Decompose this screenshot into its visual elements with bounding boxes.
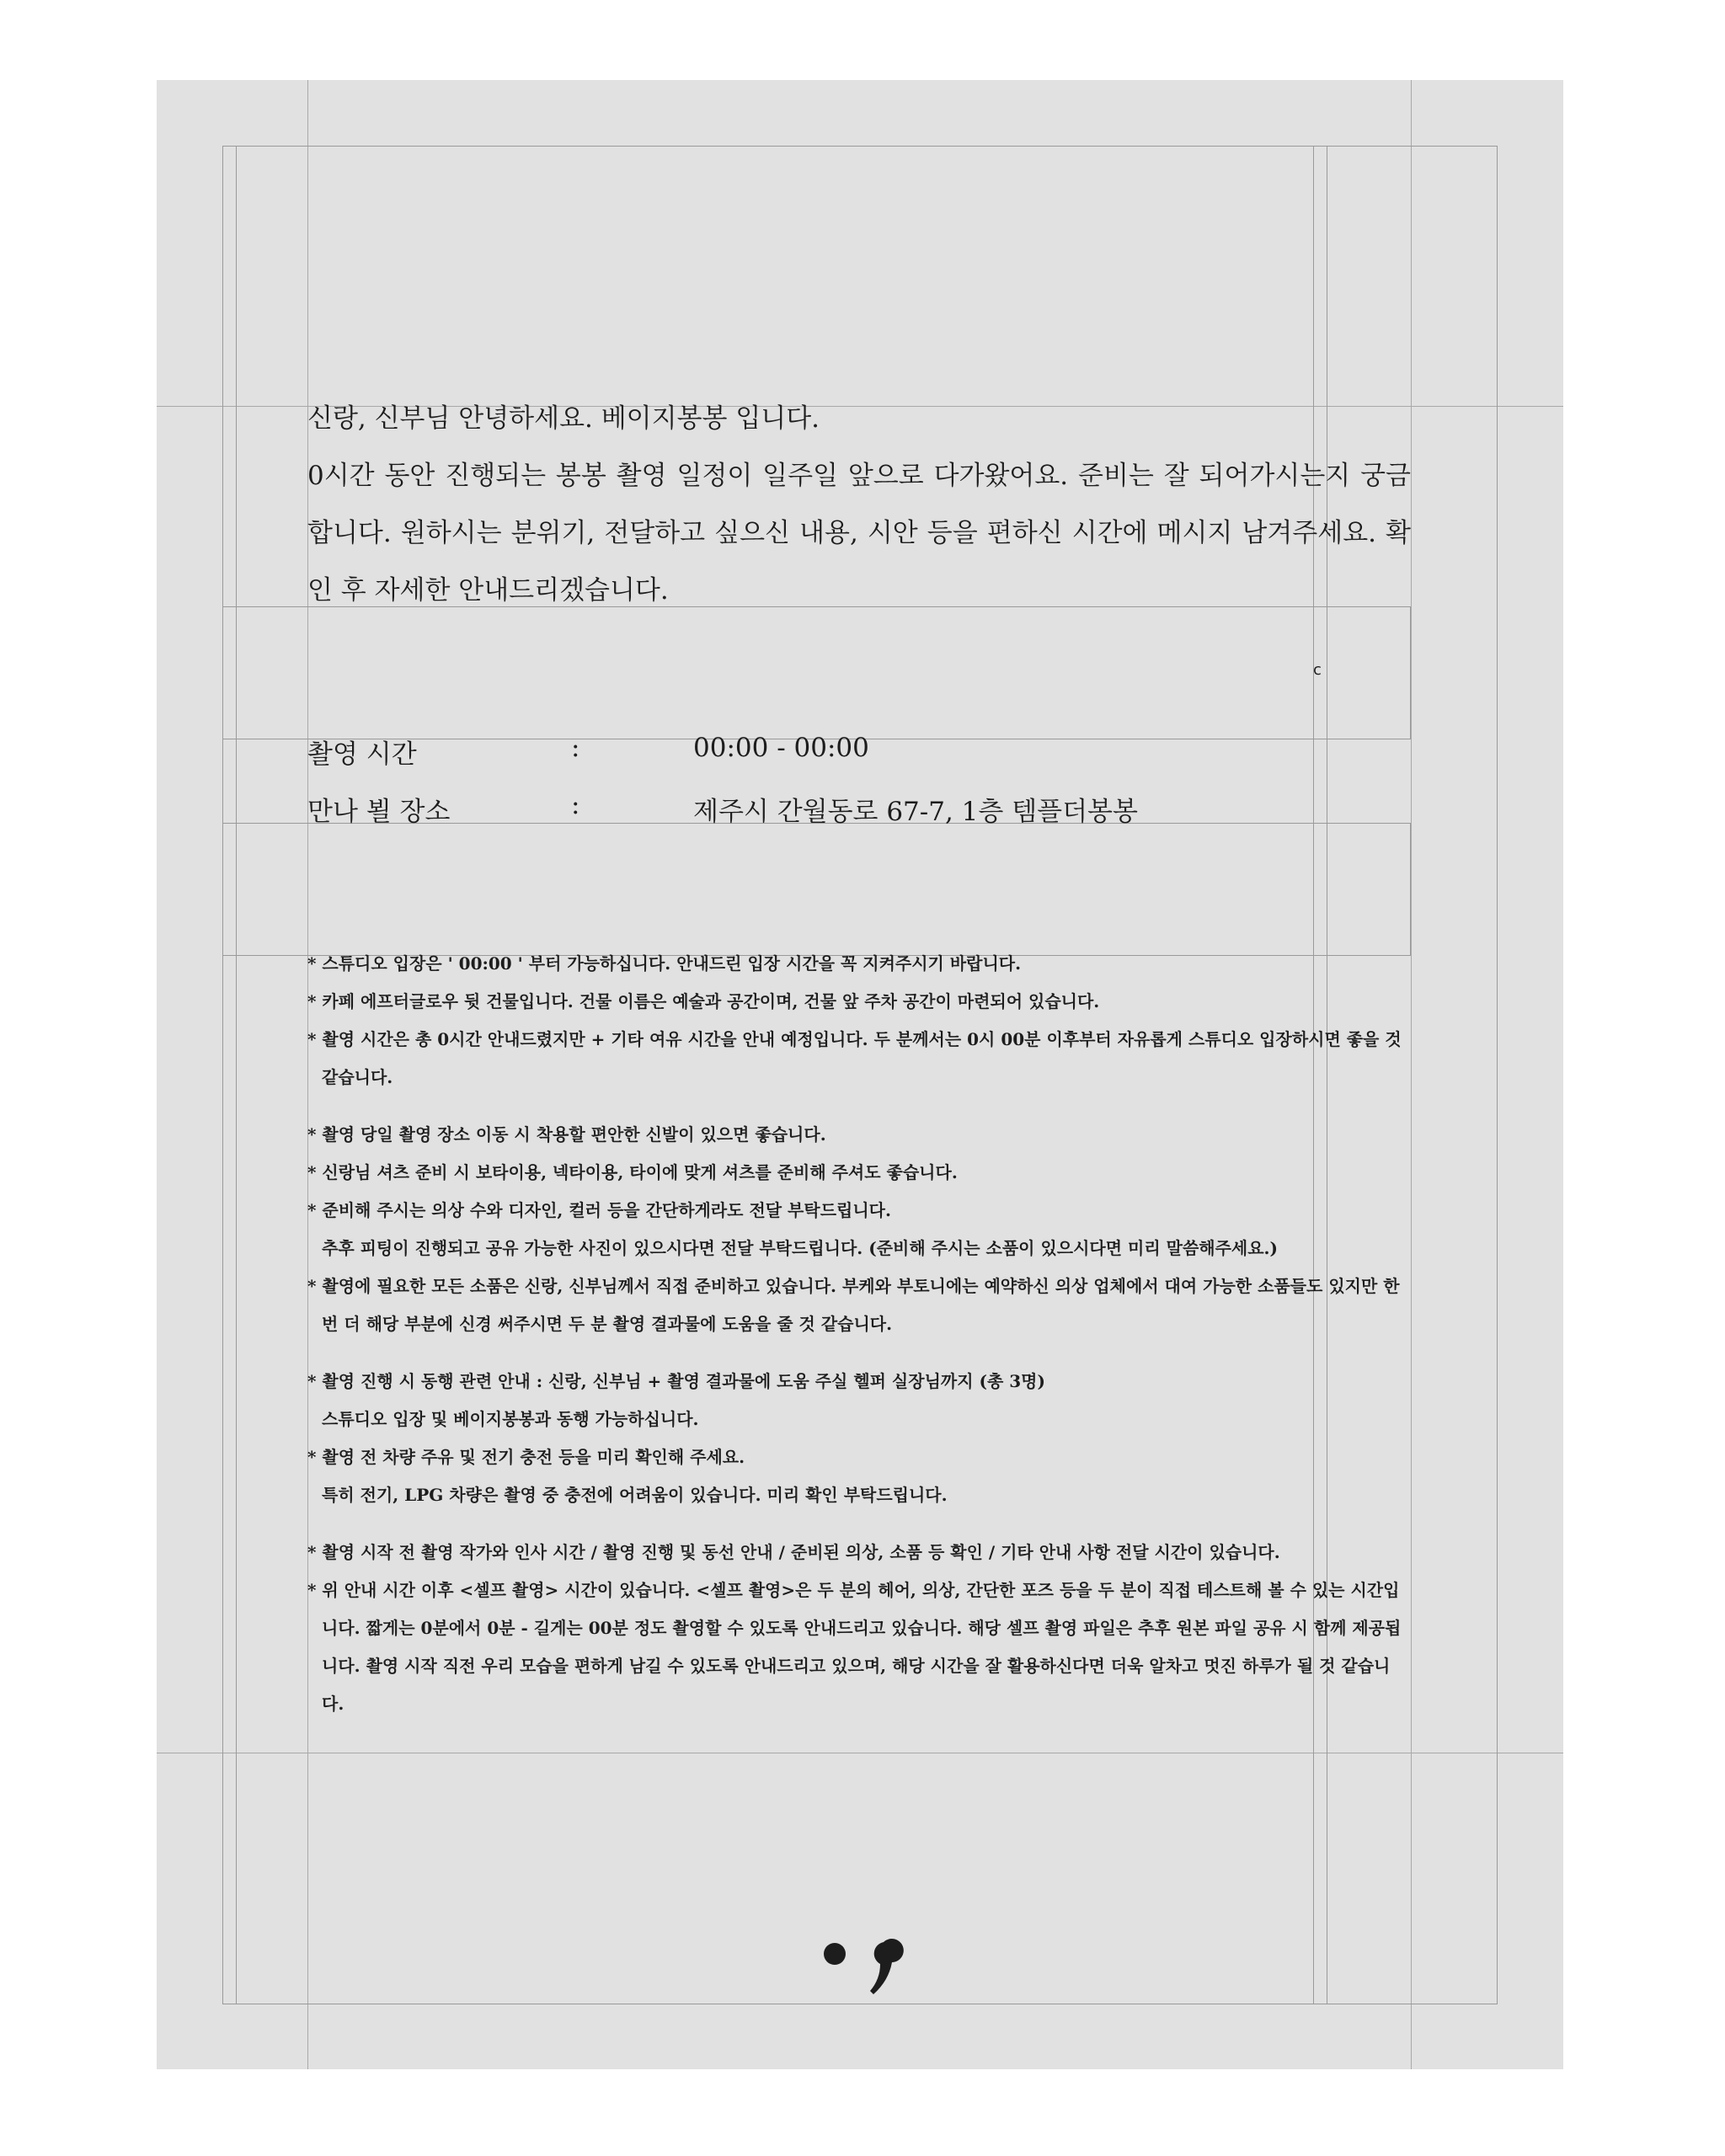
note-subline: 특히 전기, LPG 차량은 촬영 중 충전에 어려움이 있습니다. 미리 확인 부탁드립니다. xyxy=(322,1485,948,1505)
note-item: * 스튜디오 입장은 ' 00:00 ' 부터 가능하십니다. 안내드린 입장 시간을 꼭 지켜주시기 바랍니다. xyxy=(307,953,1022,974)
left-frame-strip xyxy=(222,146,237,2004)
note-item: * 준비해 주시는 의상 수와 디자인, 컬러 등을 간단하게라도 전달 부탁드립니다. xyxy=(307,1200,891,1220)
note-item: * 신랑님 셔츠 준비 시 보타이용, 넥타이용, 타이에 맞게 셔츠를 준비해 주셔도 좋습니다. xyxy=(307,1162,958,1182)
frame-marker: c xyxy=(1313,661,1322,679)
detail-separator: : xyxy=(571,733,580,763)
note-item: * 촬영 시간은 총 0시간 안내드렸지만 + 기타 여유 시간을 안내 예정입니다. 두 분께서는 0시 00분 이후부터 자유롭게 스튜디오 입장하시면 좋을 것 같습니다. xyxy=(307,1029,1402,1087)
note-item: * 카페 에프터글로우 뒷 건물입니다. 건물 이름은 예술과 공간이며, 건물 앞 주차 공간이 마련되어 있습니다. xyxy=(307,991,1100,1011)
note-subline: 추후 피팅이 진행되고 공유 가능한 사진이 있으시다면 전달 부탁드립니다. (준비해 주시는 소품이 있으시다면 미리 말씀해주세요.) xyxy=(322,1238,1278,1258)
detail-value: 00:00 - 00:00 xyxy=(693,733,869,763)
note-gap xyxy=(307,1097,1411,1116)
dot-comma-logo xyxy=(809,1929,927,2013)
detail-separator: : xyxy=(571,790,580,820)
logo-comma xyxy=(870,1939,904,1994)
greeting-line: 신랑, 신부님 안녕하세요. 베이지봉봉 입니다. xyxy=(307,403,820,434)
intro-text xyxy=(307,390,1411,619)
notes-section xyxy=(307,945,1411,1723)
note-item: * 촬영 전 차량 주유 및 전기 충전 등을 미리 확인해 주세요. xyxy=(307,1447,745,1467)
note-gap xyxy=(307,1343,1411,1363)
note-item: * 촬영에 필요한 모든 소품은 신랑, 신부님께서 직접 준비하고 있습니다. 부케와 부토니에는 예약하신 의상 업체에서 대여 가능한 소품들도 있지만 한 번 더 해당 부분에 신경 써주시면 두 분 촬영 결과물에 도움을 줄 것 같습니다. xyxy=(307,1276,1400,1334)
note-gap xyxy=(307,1514,1411,1534)
note-item: * 촬영 시작 전 촬영 작가와 인사 시간 / 촬영 진행 및 동선 안내 / 준비된 의상, 소품 등 확인 / 기타 안내 사항 전달 시간이 있습니다. xyxy=(307,1542,1280,1562)
note-item: * 촬영 당일 촬영 장소 이동 시 착용할 편안한 신발이 있으면 좋습니다. xyxy=(307,1124,826,1145)
note-subline: 스튜디오 입장 및 베이지봉봉과 동행 가능하십니다. xyxy=(322,1409,699,1429)
detail-label: 촬영 시간 xyxy=(307,739,417,770)
logo-dot xyxy=(824,1943,846,1965)
detail-label: 만나 뵐 장소 xyxy=(307,797,451,827)
note-item: * 위 안내 시간 이후 <셀프 촬영> 시간이 있습니다. <셀프 촬영>은 두 분의 헤어, 의상, 간단한 포즈 등을 두 분이 직접 테스트해 볼 수 있는 시간입니다. 짧게는 0분에서 0분 - 길게는 00분 정도 촬영할 수 있도록 안내드리고 있습니다. 해당 셀프 촬영 파일은 추후 원본 파일 공유 시 함께 제공됩니다. 촬영 시작 직전 우리 모습을 편하게 남길 수 있도록 안내드리고 있으며, 해당 시간을 잘 활용하신다면 더욱 알차고 멋진 하루가 될 것 같습니다. xyxy=(307,1580,1402,1714)
document-page xyxy=(157,80,1563,2069)
detail-value: 제주시 간월동로 67-7, 1층 템플더봉봉 xyxy=(693,797,1138,827)
intro-paragraph: 0시간 동안 진행되는 봉봉 촬영 일정이 일주일 앞으로 다가왔어요. 준비는 잘 되어가시는지 궁금합니다. 원하시는 분위기, 전달하고 싶으신 내용, 시안 등을 편하신 시간에 메시지 남겨주세요. 확인 후 자세한 안내드리겠습니다. xyxy=(307,461,1411,606)
spacer-frame-top xyxy=(222,606,1411,739)
note-item: * 촬영 진행 시 동행 관련 안내 : 신랑, 신부님 + 촬영 결과물에 도움 주실 헬퍼 실장님까지 (총 3명) xyxy=(307,1371,1045,1391)
spacer-frame-bottom xyxy=(222,823,1411,956)
